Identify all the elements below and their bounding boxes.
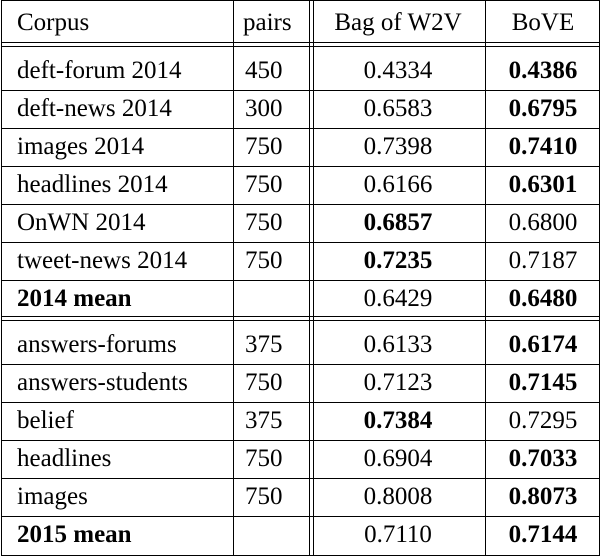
row-rule	[1, 516, 600, 517]
pairs-cell: 750	[245, 369, 283, 396]
table-row	[1, 242, 600, 280]
header-rule-2	[1, 46, 600, 47]
bag-of-w2v-cell: 0.6133	[363, 331, 433, 358]
pairs-cell: 750	[245, 247, 283, 274]
row-rule	[1, 90, 600, 91]
bove-cell: 0.6174	[508, 331, 578, 358]
bag-of-w2v-cell: 0.8008	[363, 483, 433, 510]
row-rule	[1, 402, 600, 403]
col-rule-3	[485, 0, 486, 556]
row-rule	[1, 128, 600, 129]
corpus-cell: 2014 mean	[17, 285, 132, 312]
header-row	[1, 4, 600, 42]
table-row	[1, 326, 600, 364]
col-rule-2a	[309, 0, 310, 556]
pairs-cell	[233, 516, 309, 554]
bove-cell: 0.6795	[508, 95, 578, 122]
pairs-cell: 375	[245, 407, 283, 434]
col-rule-1	[233, 0, 234, 556]
corpus-cell: deft-news 2014	[17, 95, 172, 122]
table-row	[1, 204, 600, 242]
pairs-cell: 300	[245, 95, 283, 122]
bag-of-w2v-cell: 0.7110	[364, 521, 432, 548]
corpus-cell: headlines	[17, 445, 112, 472]
corpus-cell: answers-forums	[17, 331, 177, 358]
table-row	[1, 90, 600, 128]
bove-cell: 0.6301	[508, 171, 578, 198]
right-border	[599, 0, 600, 556]
bove-cell: 0.7187	[508, 247, 578, 274]
bag-of-w2v-cell: 0.7398	[363, 133, 433, 160]
bottom-rule	[1, 555, 600, 556]
bag-of-w2v-cell: 0.6166	[363, 171, 433, 198]
table-row	[1, 128, 600, 166]
pairs-cell: 750	[245, 209, 283, 236]
results-table	[1, 0, 600, 556]
row-rule	[1, 242, 600, 243]
table-row	[1, 364, 600, 402]
pairs-cell: 750	[245, 445, 283, 472]
row-rule	[1, 204, 600, 205]
corpus-cell: tweet-news 2014	[17, 247, 188, 274]
bag-of-w2v-cell: 0.7235	[363, 247, 433, 274]
table-row	[1, 52, 600, 90]
row-rule	[1, 440, 600, 441]
col-rule-2b	[313, 0, 314, 556]
header-rule	[1, 42, 600, 43]
table-row	[1, 478, 600, 516]
left-border	[1, 0, 2, 556]
bove-cell: 0.7145	[508, 369, 578, 396]
corpus-cell: OnWN 2014	[17, 209, 146, 236]
bag-of-w2v-cell: 0.6904	[363, 445, 433, 472]
bove-cell: 0.7295	[508, 407, 578, 434]
pairs-cell: 750	[245, 133, 283, 160]
pairs-cell: 375	[245, 331, 283, 358]
top-rule	[1, 0, 600, 1]
header-corpus: Corpus	[17, 9, 90, 36]
pairs-cell: 750	[245, 171, 283, 198]
pairs-cell	[233, 280, 309, 318]
header-pairs: pairs	[243, 9, 292, 36]
bove-cell: 0.7144	[508, 521, 578, 548]
row-rule	[1, 364, 600, 365]
bove-cell: 0.6480	[508, 285, 578, 312]
row-rule	[1, 280, 600, 281]
corpus-cell: answers-students	[17, 369, 188, 396]
header-bove: BoVE	[511, 9, 575, 36]
row-rule	[1, 478, 600, 479]
bag-of-w2v-cell: 0.4334	[363, 57, 433, 84]
table-row	[1, 440, 600, 478]
mean-row	[1, 516, 600, 554]
bove-cell: 0.6800	[508, 209, 578, 236]
corpus-cell: images 2014	[17, 133, 145, 160]
pairs-cell: 450	[245, 57, 283, 84]
bag-of-w2v-cell: 0.6583	[363, 95, 433, 122]
bove-cell: 0.4386	[508, 57, 578, 84]
bag-of-w2v-cell: 0.6429	[363, 285, 433, 312]
corpus-cell: images	[17, 483, 88, 510]
bag-of-w2v-cell: 0.7384	[363, 407, 433, 434]
bag-of-w2v-cell: 0.6857	[363, 209, 433, 236]
corpus-cell: 2015 mean	[17, 521, 132, 548]
section-rule	[1, 316, 600, 317]
corpus-cell: belief	[17, 407, 74, 434]
row-rule	[1, 166, 600, 167]
section-rule-2	[1, 320, 600, 321]
pairs-cell: 750	[245, 483, 283, 510]
bag-of-w2v-cell: 0.7123	[363, 369, 433, 396]
bove-cell: 0.7410	[508, 133, 578, 160]
mean-row	[1, 280, 600, 318]
table-row	[1, 166, 600, 204]
corpus-cell: headlines 2014	[17, 171, 168, 198]
header-bag-of-w2v: Bag of W2V	[334, 9, 462, 36]
bove-cell: 0.7033	[508, 445, 578, 472]
bove-cell: 0.8073	[508, 483, 578, 510]
table-row	[1, 402, 600, 440]
corpus-cell: deft-forum 2014	[17, 57, 182, 84]
